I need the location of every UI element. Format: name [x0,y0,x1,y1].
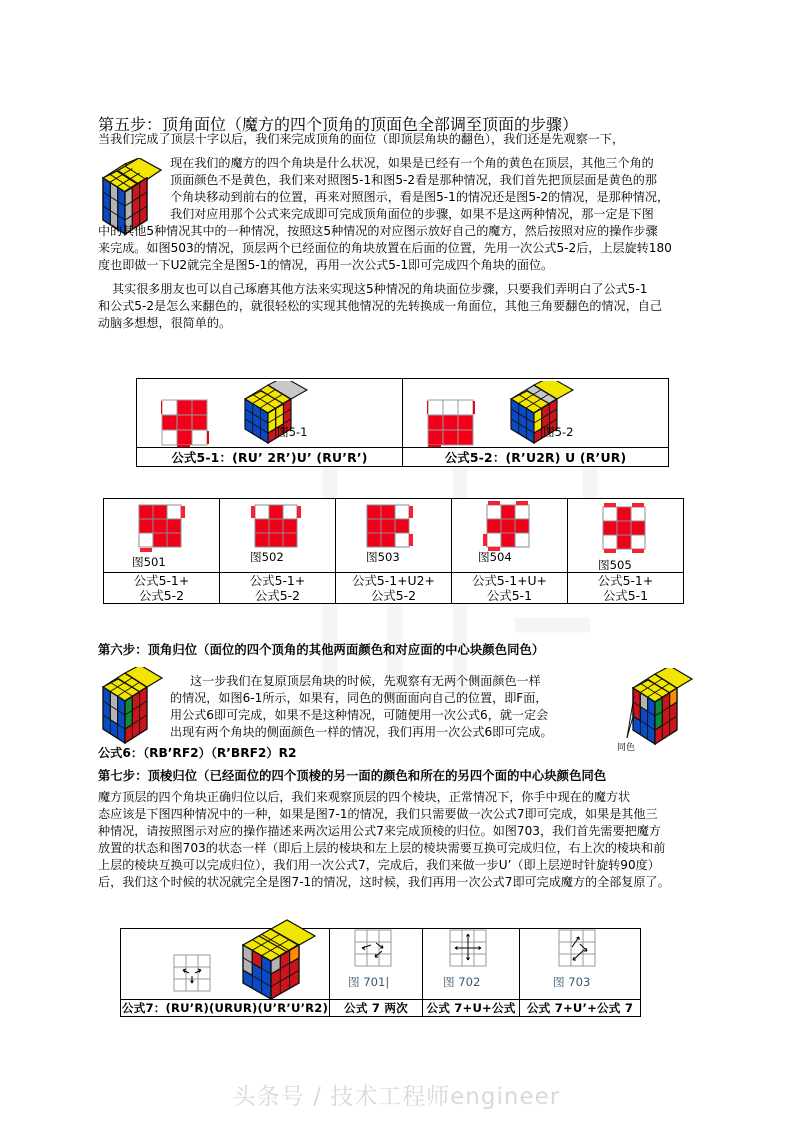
sticker-diagram-502 [251,501,305,556]
figure-caption-702: 图 702 [443,975,481,989]
formula-line-2: 公式5-1 [602,588,649,603]
figure-cell-7-1 [121,929,330,1000]
figure-label-5-1: 图 [277,425,289,439]
figure-caption-504: 图504 [478,550,512,564]
figure-caption-701: 图 701| [348,975,390,989]
formula-line-2: 公式5-1 [486,588,533,603]
step7-para-line-1: 魔方顶层的四个角块正确归位以后，我们来观察顶层的四个棱块，正常情况下，你手中现在的魔方状 [98,790,631,804]
figure-cell-503 [336,499,452,573]
formula-cell-703: 公式 7+U’+公式 7 [520,1000,641,1017]
figure-label-5-2: 图 [543,425,555,439]
table-row [121,929,641,1000]
table-row [104,499,684,573]
formula-cell-5-2: 公式5-2：(R’U2R) U (R’UR) [403,448,669,467]
figure-cell-505 [568,499,684,573]
figure-cell-501 [104,499,220,573]
table-700s-grid [120,928,641,1017]
step6-para-line-1: 这一步我们在复原顶层角块的时候，先观察有无两个侧面颜色一样 [190,674,541,688]
step5-heading: 第五步：顶角面位（魔方的四个顶角的顶面色全部调至顶面的步骤） [98,115,579,134]
sticker-diagram-5-1 [161,399,209,450]
step5-para-line-6: 中的其他5种情况其中的一种情况，按照这5种情况的对应图示放好自己的魔方，然后按照对应的操作步骤 [98,224,658,238]
step6-para-line-3: 用公式6即可完成，如果不是这种情况，可随便用一次公式6，就一定会 [170,708,549,722]
figure-cell-504 [452,499,568,573]
step5-para-line-4: 个角块移动到前右的位置，再来对照图示，看是图5-1的情况还是图5-2的情况，是那种情况， [170,190,670,204]
step5-para-line-1: 当我们完成了顶层十字以后，我们来完成顶角的面位（即顶层角块的翻色），我们还是先观察一下， [98,132,625,146]
footer-watermark: 头条号 / 技术工程师engineer [232,1084,561,1110]
step5-para2-line-1: 其实很多朋友也可以自己琢磨其他方法来实现这5种情况的角块面位步骤，只要我们弄明白了公式5-1 [112,282,648,296]
figure-cell-702 [423,929,520,1000]
figure-caption-502: 图502 [250,550,284,564]
figure-caption-5-1 [277,424,308,440]
step5-para-line-2: 现在我们的魔方的四个角块是什么状况，如果是已经有一个角的黄色在顶层，其他三个角的 [170,156,654,170]
formula-line-2: 公式5-2 [254,588,301,603]
step6-heading: 第六步：顶角归位（面位的四个顶角的其他两面颜色和对应面的中心块颜色同色） [98,643,545,657]
figure-caption-703: 图 703 [553,975,591,989]
table-row [121,1000,641,1017]
step7-para-line-4: 放置的状态和图703的状态一样（即后上层的棱块和左上层的棱块需要互换可完成归位，右上次的棱块和前 [98,841,666,855]
figure-cell-701 [330,929,423,1000]
table-row [137,448,669,467]
formula-line-1: 公式5-1+U+ [472,573,547,588]
step5-para-line-8: 度也即做一下U2就完全是图5-1的情况，再用一次公式5-1即可完成四个角块的面位。 [98,258,554,272]
formula-line-1: 公式5-1+ [133,573,190,588]
figure-cell-5-2 [403,379,669,448]
step7-para-line-2: 态应该是下图四种情况中的一种，如果是图7-1的情况，我们只需要做一次公式7即可完成，如果是其他三 [98,807,658,821]
figure-cell-502 [220,499,336,573]
figure-table-500s [103,498,684,604]
sticker-diagram-503 [363,501,417,556]
formula-line-1: 公式5-1+ [597,573,654,588]
step7-heading: 第七步：顶棱归位（已经面位的四个顶棱的另一面的颜色和所在的另四个面的中心块颜色同色 [98,769,607,783]
figure-cell-5-1 [137,379,403,448]
step6-formula: 公式6：（RB’RF2）（R’BRF2）R2 [98,746,297,760]
sticker-diagram-501 [135,503,189,558]
step7-para-line-6: 后，我们这个时候的状况就完全是图7-1的情况，这时候，我们再用一次公式7即可完成魔方的全部复原了。 [98,875,670,889]
table-row [137,379,669,448]
formula-cell-501 [104,573,220,604]
formula-cell-5-1: 公式5-1：(RU’ 2R’)U’ (RU’R’) [137,448,403,467]
formula-cell-504 [452,573,568,604]
cube-illustration-step6-left [95,667,169,747]
step5-para2-line-3: 动脑多想想，很简单的。 [98,316,232,330]
figure-number-5-1: 5-1 [288,425,308,439]
step7-para-line-5: 上层的棱块互换可以完成归位），我们用一次公式7，完成后，我们来做一步U’（即上层逆时针旋转90度） [98,858,660,872]
formula-line-1: 公式5-1+ [249,573,306,588]
step6-para-line-4: 出现有两个角块的侧面颜色一样的情况，我们再用一次公式6即可完成。 [170,725,553,739]
step5-para2-line-2: 和公式5-2是怎么来翻色的，就很轻松的实现其他情况的先转换成一角面位，其他三角要翻色的情况，自己 [98,299,662,313]
figure-caption-5-2 [543,424,574,440]
step5-para-line-3: 顶面颜色不是黄色，我们来对照图5-1和图5-2看是那种情况，我们首先把顶层面是黄色的那 [170,173,657,187]
sticker-diagram-5-2 [427,399,475,450]
arrow-diagram-703 [558,929,600,972]
formula-cell-505 [568,573,684,604]
figure-cell-703 [520,929,641,1000]
arrow-diagram-7-1 [173,954,215,997]
cube-figure-7-1 [229,913,325,1003]
figure-caption-505: 图505 [598,558,632,572]
formula-line-2: 公式5-2 [138,588,185,603]
figure-caption-501: 图501 [132,555,166,569]
formula-cell-502 [220,573,336,604]
formula-line-1: 公式5-1+U2+ [352,573,435,588]
annotation-same-color: 同色 [617,743,636,753]
formula-cell-7: 公式7：(RU’R)(URUR)(U’R’U’R2) [121,1001,329,1015]
arrow-diagram-701 [354,929,396,972]
formula-cell-702: 公式 7+U+公式 [423,1000,520,1017]
figure-table-5 [136,378,669,467]
table-500s-grid [103,498,684,604]
figure-number-5-2: 5-2 [554,425,574,439]
sticker-diagram-504 [483,501,537,556]
arrow-diagram-702 [449,929,491,972]
step5-para-line-5: 我们对应用那个公式来完成即可完成顶角面位的步骤，如果不是这两种情况，那一定是下图 [170,207,654,221]
step7-para-line-3: 种情况，请按照图示对应的操作描述来两次运用公式7来完成顶棱的归位。如图703，我们首先需要把魔方 [98,824,661,838]
sticker-diagram-505 [599,503,653,558]
step5-para-line-7: 来完成。如图503的情况，顶层两个已经面位的角块放置在后面的位置，先用一次公式5-2后，上层旋转180 [98,241,672,255]
figure-table-700s [120,928,641,1017]
step6-para-line-2: 的情况，如图6-1所示，如果有，同色的侧面面向自己的位置，即F面， [170,691,548,705]
formula-cell-701: 公式 7 两次 [330,1000,423,1017]
table-row [104,573,684,604]
cube-illustration-step6-right [625,668,699,748]
formula-line-2: 公式5-2 [370,588,417,603]
figure-caption-503: 图503 [366,550,400,564]
table-5-grid [136,378,669,467]
formula-cell-503 [336,573,452,604]
